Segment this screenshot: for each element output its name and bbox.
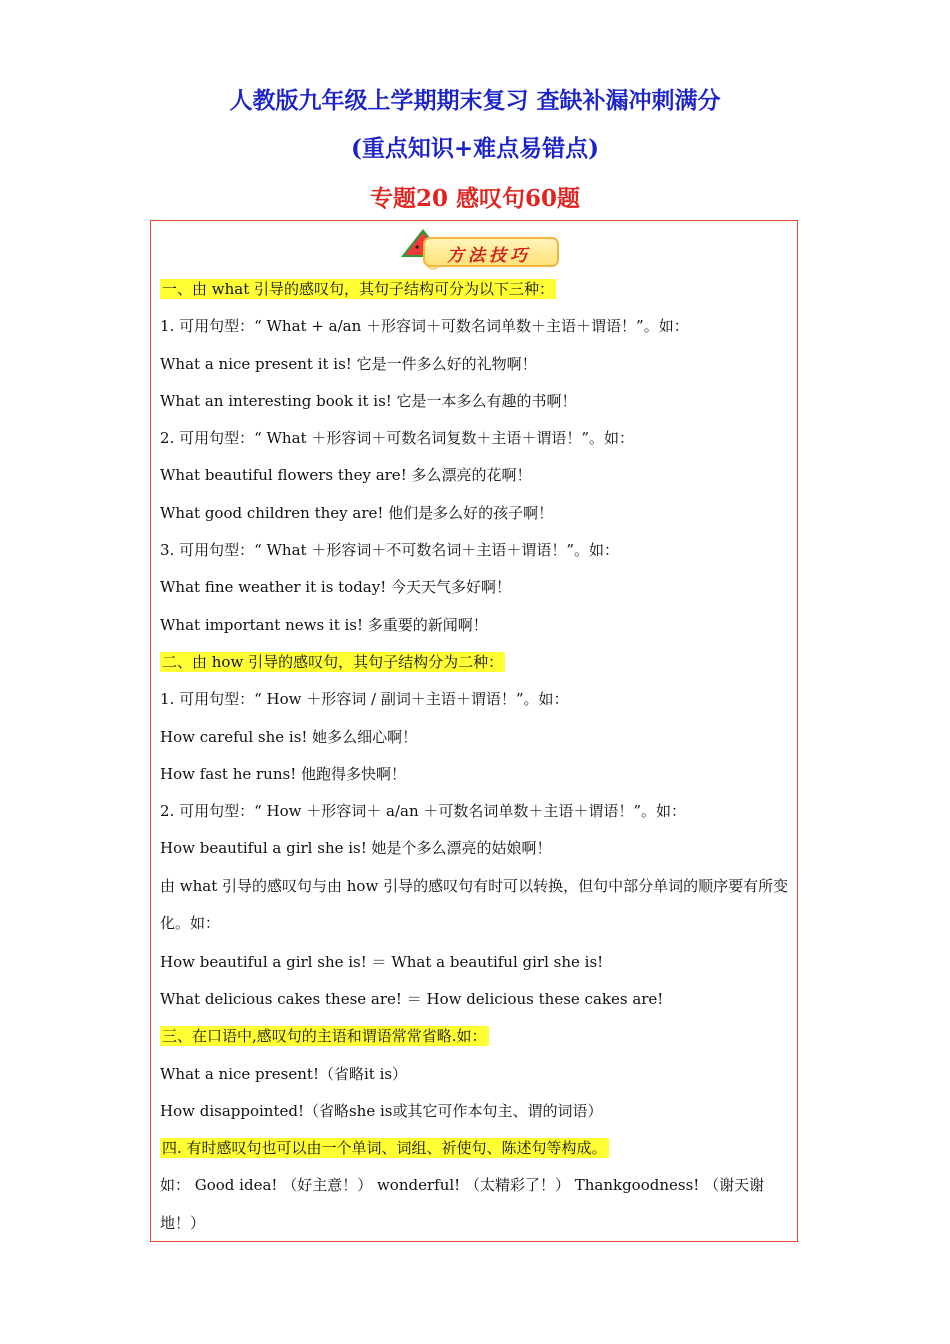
section-heading-text: 二、由 how 引导的感叹句，其句子结构分为二种： [162,652,504,671]
tips-box [150,220,798,1242]
example-line: What important news it is! 多重要的新闻啊！ [160,615,488,634]
section-heading-omission [160,1026,792,1046]
example-line: What delicious cakes these are! ＝ How delicious these cakes are! [160,989,664,1008]
section-heading-other [160,1138,792,1158]
pattern-line: 3. 可用句型：“ What ＋形容词＋不可数名词＋主语＋谓语！”。如： [160,541,620,560]
example-line: How disappointed!（省略she is或其它可作本句主、谓的词语） [160,1101,603,1120]
example-line: What an interesting book it is! 它是一本多么有趣的书啊！ [160,391,577,410]
page-subtitle: (重点知识+难点易错点) [350,135,600,162]
example-line: How careful she is! 她多么细心啊！ [160,727,418,746]
badge-label: 方法技巧 [447,246,531,266]
example-line: What a nice present it is! 它是一件多么好的礼物啊！ [160,354,537,373]
page-title: 人教版九年级上学期期末复习 查缺补漏冲刺满分 [229,87,721,114]
example-line: What good children they are! 他们是多么好的孩子啊！ [160,503,554,522]
section-heading-text: 一、由 what 引导的感叹句，其句子结构可分为以下三种： [162,280,555,298]
example-line: What a nice present!（省略it is） [160,1064,408,1083]
tips-content [160,279,792,1251]
section-heading-how [160,652,792,672]
pattern-line: 2. 可用句型：“ What ＋形容词＋可数名词复数＋主语＋谓语！”。如： [160,429,635,448]
pattern-line: 2. 可用句型：“ How ＋形容词＋ a/an ＋可数名词单数＋主语＋谓语！”。如： [160,802,687,821]
example-line: How fast he runs! 他跑得多快啊！ [160,764,406,783]
example-line: How beautiful a girl she is! 她是个多么漂亮的姑娘啊！ [160,839,552,858]
conversion-note: 由 what 引导的感叹句与由 how 引导的感叹句有时可以转换，但句中部分单词的顺序要有所变化。如： [160,876,789,933]
section-heading-what [160,279,792,299]
example-line: 如： Good idea! （好主意！） wonderful! （太精彩了！） Thankgoodness! （谢天谢地！） [160,1176,765,1232]
example-line: What beautiful flowers they are! 多么漂亮的花啊！ [160,466,532,485]
example-line: What fine weather it is today! 今天天气多好啊！ [160,578,512,597]
method-tips-badge [397,227,561,273]
pattern-line: 1. 可用句型：“ How ＋形容词 / 副词＋主语＋谓语！”。如： [160,690,569,709]
pattern-line: 1. 可用句型：“ What + a/an ＋形容词＋可数名词单数＋主语＋谓语！”。如： [160,317,689,336]
section-heading-text: 三、在口语中,感叹句的主语和谓语常常省略.如： [162,1027,487,1046]
section-heading-text: 四. 有时感叹句也可以由一个单词、词组、祈使句、陈述句等构成。 [162,1139,607,1158]
example-line: How beautiful a girl she is! ＝ What a beautiful girl she is! [160,952,604,971]
topic-title: 专题20 感叹句60题 [369,185,581,212]
